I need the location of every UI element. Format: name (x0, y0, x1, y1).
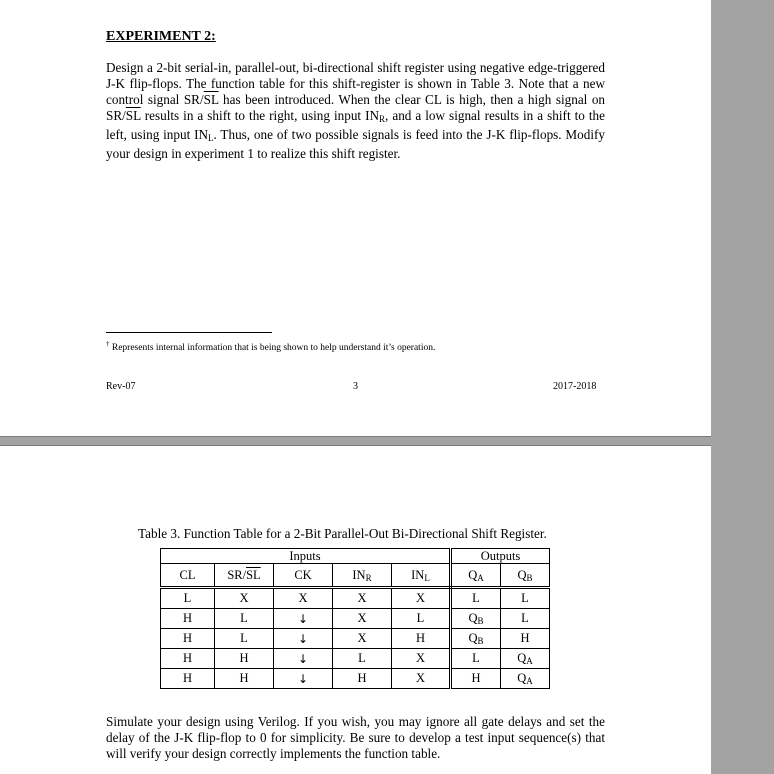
cell-inl: H (392, 629, 451, 649)
col-srsl-text: SR/ (227, 567, 247, 582)
cell-qa: L (451, 588, 501, 609)
signal-text: SR/ (106, 108, 126, 123)
inputs-group-header: Inputs (161, 549, 451, 564)
cell-qb: H (501, 629, 550, 649)
cell-qa (451, 609, 501, 629)
cell-qb-text: Q (517, 671, 527, 685)
text: , and a low signal results in a shift to the left, using input IN (106, 108, 605, 142)
experiment-heading: EXPERIMENT 2: (106, 29, 216, 44)
cell-qa: H (451, 669, 501, 689)
cell-srsl: H (215, 649, 274, 669)
cell-qa (451, 629, 501, 649)
cell-qb: L (501, 609, 550, 629)
group-header-row (161, 549, 550, 564)
cell-srsl: L (215, 629, 274, 649)
cell-qb (501, 649, 550, 669)
signal-srsl (184, 92, 219, 107)
cell-qb-text: Q (517, 651, 527, 665)
cell-ck: ↓ (274, 649, 333, 669)
page-gap (0, 437, 711, 445)
footer-year: 2017-2018 (553, 381, 597, 392)
subscript: L (424, 572, 430, 583)
subscript: B (477, 636, 484, 646)
cell-srsl: H (215, 669, 274, 689)
cell-cl: L (161, 588, 215, 609)
simulation-instructions: Simulate your design using Verilog. If you wish, you may ignore all gate delays and set the delay of the J-K flip-flop to 0 for simplicity. Be sure to develop a test input sequence(s) that will verify your design correctly implements the function table. (106, 714, 605, 761)
col-qb (501, 564, 550, 588)
cell-inl: L (392, 609, 451, 629)
experiment-description (106, 60, 605, 162)
subscript: B (526, 572, 533, 583)
col-ck: CK (274, 564, 333, 588)
footer-revision: Rev-07 (106, 381, 136, 392)
col-inr-text: IN (352, 567, 366, 582)
table-row (161, 629, 550, 649)
subscript: B (477, 616, 484, 626)
col-inr (333, 564, 392, 588)
cell-qa-text: Q (468, 631, 478, 645)
cell-inl: X (392, 669, 451, 689)
col-cl: CL (161, 564, 215, 588)
cell-cl: H (161, 669, 215, 689)
col-inl (392, 564, 451, 588)
page-border (0, 445, 711, 446)
viewer-gutter-right (711, 0, 774, 774)
col-srsl-overline: $\overline{SL}$ (246, 567, 261, 582)
table-row (161, 588, 550, 609)
signal-text: SR/ (183, 92, 204, 107)
col-qa-text: Q (468, 567, 478, 582)
cell-inr: L (333, 649, 392, 669)
cell-inr: X (333, 588, 392, 609)
text: has been introduced. When the clear CL is high, then a high signal on (218, 92, 606, 107)
footnote-mark: † (106, 340, 110, 348)
cell-qb: L (501, 588, 550, 609)
cell-cl: H (161, 629, 215, 649)
signal-overline-text: $\overline{SL}$ (125, 108, 141, 123)
cell-srsl: L (215, 609, 274, 629)
signal-overline-text: $\overline{SL}$ (203, 92, 219, 107)
cell-qa: L (451, 649, 501, 669)
function-table (160, 548, 550, 689)
signal-srsl (106, 108, 141, 123)
cell-inr: H (333, 669, 392, 689)
col-qa (451, 564, 501, 588)
subscript: A (526, 676, 533, 686)
footnote-rule (106, 332, 272, 333)
cell-ck: ↓ (274, 609, 333, 629)
cell-qa-text: Q (468, 611, 478, 625)
col-srsl (215, 564, 274, 588)
cell-ck: ↓ (274, 629, 333, 649)
cell-inr: X (333, 629, 392, 649)
footnote-text: Represents internal information that is being shown to help understand it’s operation. (109, 343, 436, 354)
table-caption: Table 3. Function Table for a 2-Bit Parallel-Out Bi-Directional Shift Register. (138, 526, 547, 541)
cell-ck: ↓ (274, 669, 333, 689)
text: results in a shift to the right, using input IN (140, 108, 380, 123)
subscript: R (365, 572, 372, 583)
subscript: A (526, 656, 533, 666)
cell-inl: X (392, 649, 451, 669)
col-qb-text: Q (517, 567, 527, 582)
text: . Thus, one of two possible signals is feed into the J-K flip-flops. Modify your design in experiment 1 to realize this shift register. (106, 127, 605, 161)
subscript: R (379, 114, 386, 124)
text: Design a 2-bit serial-in, parallel-out, bi-directional shift register using negative edge-triggered J-K flip-flops. The function table for this shift-register is shown in Table 3. Note that a new control signal (106, 60, 605, 107)
outputs-group-header: Outputs (451, 549, 550, 564)
column-header-row (161, 564, 550, 588)
cell-cl: H (161, 649, 215, 669)
col-inl-text: IN (411, 567, 425, 582)
cell-qb (501, 669, 550, 689)
table-row (161, 649, 550, 669)
cell-srsl: X (215, 588, 274, 609)
subscript: A (477, 572, 484, 583)
cell-cl: H (161, 609, 215, 629)
footnote (106, 340, 435, 353)
table-row (161, 669, 550, 689)
subscript: L (208, 133, 214, 143)
cell-inl: X (392, 588, 451, 609)
table-row (161, 609, 550, 629)
cell-inr: X (333, 609, 392, 629)
cell-ck: X (274, 588, 333, 609)
footer-page-number: 3 (353, 381, 358, 392)
